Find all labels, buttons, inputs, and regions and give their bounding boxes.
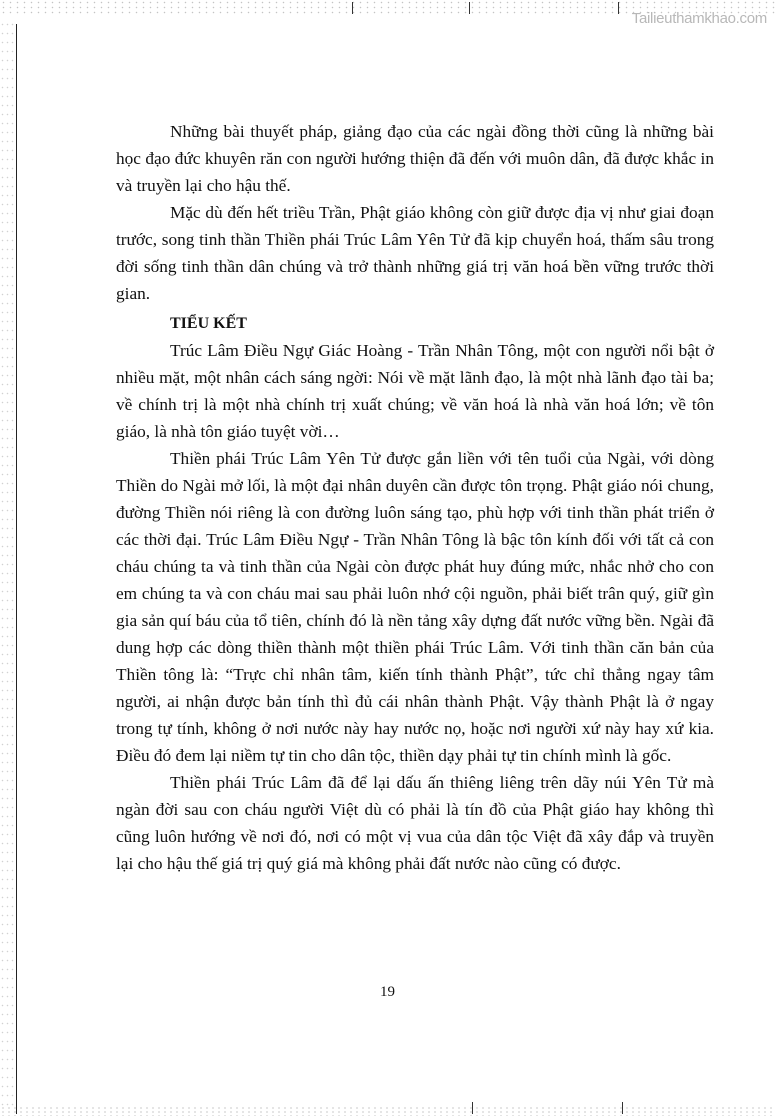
document-page [116,118,714,877]
section-heading: TIỂU KẾT [170,315,247,332]
paragraph: Thiền phái Trúc Lâm đã để lại dấu ấn thiêng liêng trên dãy núi Yên Tử mà ngàn đời sau con cháu người Việt dù có phải là tín đồ của Phật giáo hay không thì cũng luôn hướng về nơi đó, nơi có một vị vua của dân tộc Việt đã xây đắp và truyền lại cho hậu thế giá trị quý giá mà không phải đất nước nào cũng có được. [116,773,714,873]
paragraph: Mặc dù đến hết triều Trần, Phật giáo không còn giữ được địa vị như giai đoạn trước, song tinh thần Thiền phái Trúc Lâm Yên Tử đã kịp chuyển hoá, thấm sâu trong đời sống tinh thần dân chúng và trở thành những giá trị văn hoá bền vững trước thời gian. [116,203,714,303]
watermark: Tailieuthamkhao.com [631,10,767,27]
paragraph: Trúc Lâm Điều Ngự Giác Hoàng - Trần Nhân Tông, một con người nổi bật ở nhiều mặt, một nhân cách sáng ngời: Nói về mặt lãnh đạo, là một nhà lãnh đạo tài ba; về chính trị là một nhà chính trị xuất chúng; về văn hoá là nhà văn hoá lớn; về tôn giáo, là nhà tôn giáo tuyệt vời… [116,341,714,441]
scan-mark [618,2,619,14]
scan-noise-bottom [0,1106,775,1116]
paragraph: Thiền phái Trúc Lâm Yên Tử được gắn liền với tên tuổi của Ngài, với dòng Thiền do Ngài mở lối, là một đại nhân duyên cần được tôn trọng. Phật giáo nói chung, đường Thiền nói riêng là con đường luôn sáng tạo, phù hợp với tinh thần phát triển ở các thời đại. Trúc Lâm Điều Ngự - Trần Nhân Tông là bậc tôn kính đối với tất cả con cháu chúng ta và tinh thần của Ngài còn được phát huy đúng mức, nhắc nhở cho con em chúng ta và con cháu mai sau phải luôn nhớ cội nguồn, phải biết trân quý, giữ gìn gia sản quí báu của tổ tiên, chính đó là nền tảng xây dựng đất nước vững bền. Ngài đã dung hợp các dòng thiền thành một thiền phái Trúc Lâm. Với tinh thần căn bản của Thiền tông là: “Trực chỉ nhân tâm, kiến tính thành Phật”, tức chỉ thẳng ngay tâm người, ai nhận được bản tính thì đủ cái nhân thành Phật. Vậy thành Phật là ở ngay trong tự tính, không ở nơi nước này hay nước nọ, hoặc nơi người xứ này hay xứ kia. Điều đó đem lại niềm tự tin cho dân tộc, thiền dạy phải tự tin chính mình là gốc. [116,449,714,765]
scan-margin-line [16,24,17,1114]
paragraph: Những bài thuyết pháp, giảng đạo của các ngài đồng thời cũng là những bài học đạo đức khuyên răn con người hướng thiện đã đến với muôn dân, đã được khắc in và truyền lại cho hậu thế. [116,122,714,195]
scan-mark [472,1102,473,1114]
scan-noise-left [0,20,14,1110]
scan-mark [469,2,470,14]
scan-mark [352,2,353,14]
scan-mark [622,1102,623,1114]
page-number: 19 [380,984,395,1000]
